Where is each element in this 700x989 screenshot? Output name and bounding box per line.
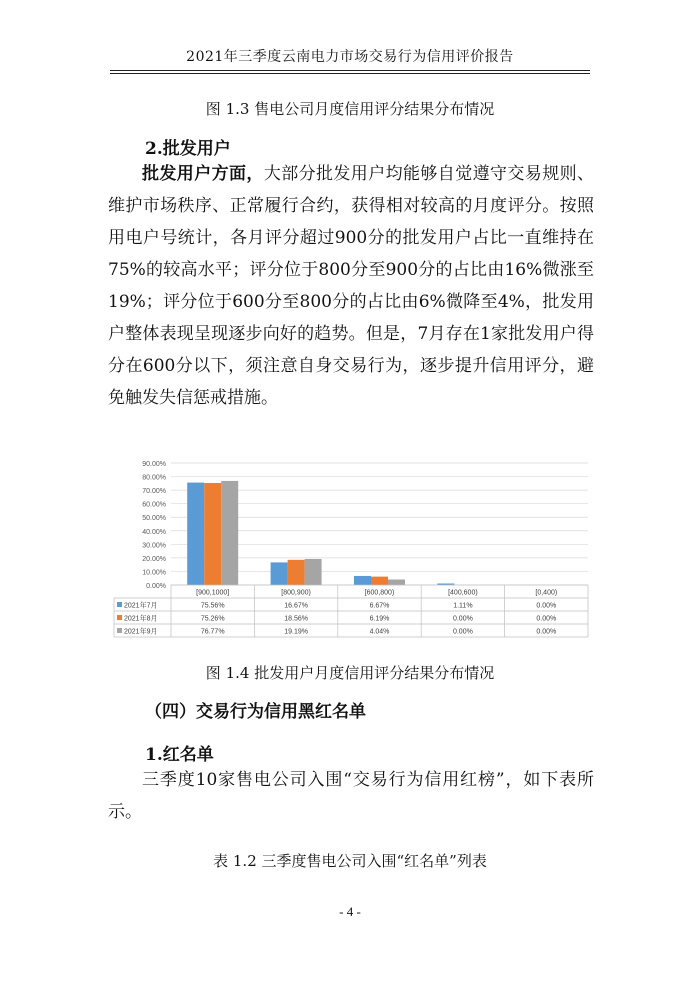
figure-1-3-caption: 图 1.3 售电公司月度信用评分结果分布情况: [205, 100, 495, 118]
y-tick-label: 80.00%: [142, 474, 166, 482]
section-heading-wholesale: 2.批发用户: [145, 139, 231, 159]
category-label: [400,600): [448, 589, 478, 597]
bar: [371, 577, 388, 585]
y-tick-label: 30.00%: [142, 542, 166, 550]
data-label: 76.77%: [200, 628, 225, 636]
wholesale-score-chart: [108, 455, 598, 645]
legend-key: [117, 615, 122, 620]
bar: [288, 560, 305, 585]
table-1-2-caption: 表 1.2 三季度售电公司入围“红名单”列表: [213, 852, 487, 870]
data-label: 75.26%: [200, 615, 225, 623]
data-label: 19.19%: [284, 628, 308, 636]
y-tick-label: 20.00%: [142, 555, 166, 563]
header-rule-second: [110, 73, 590, 74]
wholesale-lead: 批发用户方面，: [142, 164, 264, 184]
data-label: 18.56%: [284, 615, 308, 623]
legend-label: 2021年9月: [124, 628, 158, 636]
y-tick-label: 50.00%: [142, 515, 166, 523]
y-tick-label: 0.00%: [146, 583, 166, 590]
header-rule: [110, 70, 590, 71]
data-label: 4.04%: [369, 628, 390, 636]
bar: [305, 559, 322, 585]
page-number: - 4 -: [339, 904, 361, 919]
data-label: 0.00%: [452, 628, 473, 636]
report-title: 2021年三季度云南电力市场交易行为信用评价报告: [186, 49, 514, 65]
data-label: 75.56%: [200, 602, 225, 610]
y-tick-label: 40.00%: [142, 528, 166, 536]
legend-key: [117, 602, 122, 607]
data-label: 0.00%: [536, 602, 557, 610]
legend-key: [117, 628, 122, 633]
bar: [221, 481, 238, 585]
category-label: [0,400): [535, 589, 558, 597]
wholesale-paragraph: [108, 158, 594, 414]
y-tick-label: 10.00%: [142, 569, 166, 577]
bar: [271, 562, 288, 585]
bar: [187, 483, 204, 585]
y-tick-label: 90.00%: [142, 461, 166, 468]
bar: [354, 576, 371, 585]
category-label: [800,900): [281, 589, 311, 597]
bar: [204, 483, 221, 585]
wholesale-body: 大部分批发用户均能够自觉遵守交易规则、维护市场秩序、正常履行合约，获得相对较高的月度评分。按照用电户号统计，各月评分超过900分的批发用户占比一直维持在75%的较高水平；评分位于800分至900分的占比由16%微涨至19%；评分位于600分至800分的占比由6%微降至4%，批发用户整体表现呈现逐步向好的趋势。但是，7月存在1家批发用户得分在600分以下，须注意自身交易行为，逐步提升信用评分，避免触发失信惩戒措施。: [108, 164, 595, 408]
bar: [388, 580, 405, 585]
data-label: 0.00%: [536, 615, 557, 623]
legend-label: 2021年8月: [124, 615, 158, 623]
category-label: [900,1000]: [196, 589, 230, 597]
figure-1-4-caption: 图 1.4 批发用户月度信用评分结果分布情况: [205, 664, 495, 682]
data-label: 0.00%: [452, 615, 473, 623]
data-label: 6.67%: [369, 602, 390, 610]
category-label: [600,800): [364, 589, 395, 597]
section-heading-redlist: 1.红名单: [145, 745, 214, 765]
legend-label: 2021年7月: [124, 602, 158, 610]
data-label: 6.19%: [369, 615, 390, 623]
data-label: 0.00%: [536, 628, 557, 636]
y-tick-label: 70.00%: [142, 488, 166, 496]
data-label: 16.67%: [284, 602, 308, 610]
data-label: 1.11%: [453, 602, 473, 610]
section-heading-blacklist-redlist: （四）交易行为信用黑红名单: [145, 702, 366, 722]
redlist-paragraph: 三季度10家售电公司入围“交易行为信用红榜”，如下表所示。: [108, 770, 594, 822]
y-tick-label: 60.00%: [142, 501, 166, 509]
